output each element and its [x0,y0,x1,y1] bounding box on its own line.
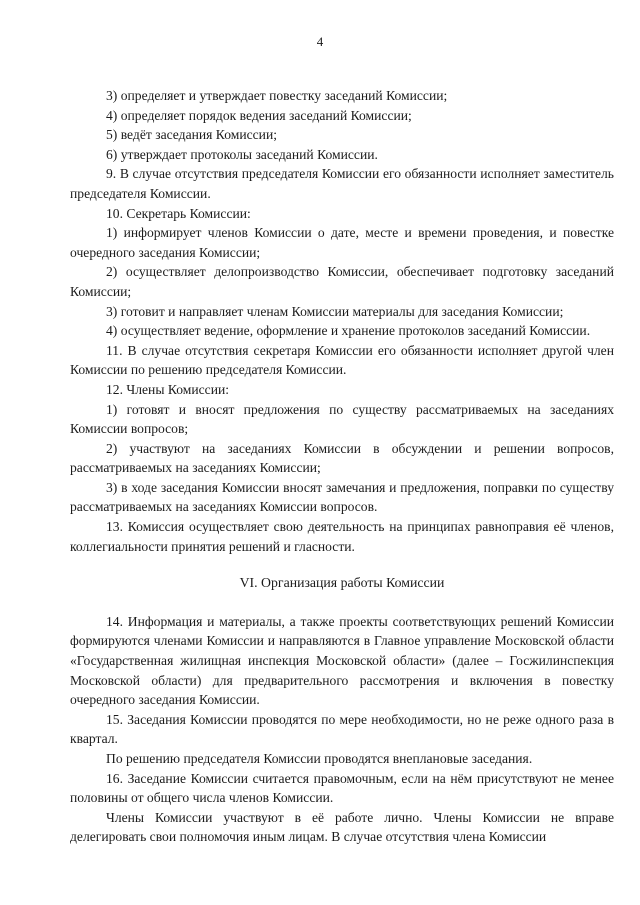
section-heading: VI. Организация работы Комиссии [239,575,445,591]
paragraph: 10. Секретарь Комиссии: [106,205,251,221]
paragraph: 5) ведёт заседания Комиссии; [106,127,278,143]
document-body [70,86,614,847]
paragraph: 16. Заседание Комиссии считается правомочным, если на нём присутствуют не менее половины от общего числа членов Комиссии. [70,770,614,806]
paragraph: 9. В случае отсутствия председателя Комиссии его обязанности исполняет заместитель председателя Комиссии. [70,166,614,201]
paragraph: 1) готовят и вносят предложения по существу рассматриваемых на заседаниях Комиссии вопросов; [70,401,614,437]
paragraph: 12. Члены Комиссии: [106,381,230,397]
paragraph: 4) осуществляет ведение, оформление и хранение протоколов заседаний Комиссии. [106,323,591,339]
page-number: 4 [316,34,324,49]
paragraph: По решению председателя Комиссии проводятся внеплановые заседания. [106,751,533,766]
paragraph: 4) определяет порядок ведения заседаний Комиссии; [106,107,412,123]
paragraph: 3) готовит и направляет членам Комиссии материалы для заседания Комиссии; [106,303,564,319]
paragraph: 11. В случае отсутствия секретаря Комиссии его обязанности исполняет другой член Комиссии по решению председателя Комиссии. [70,342,614,378]
paragraph: 3) определяет и утверждает повестку заседаний Комиссии; [106,88,448,103]
paragraph: 2) осуществляет делопроизводство Комиссии, обеспечивает подготовку заседаний Комиссии; [70,264,614,299]
paragraph: Члены Комиссии участвуют в её работе лично. Члены Комиссии не вправе делегировать свои полномочия иным лицам. В случае отсутствия члена Комиссии [70,809,614,845]
paragraph: 6) утверждает протоколы заседаний Комиссии. [106,146,378,162]
paragraph: 13. Комиссия осуществляет свою деятельность на принципах равноправия её членов, коллегиальности принятия решений и гласности. [70,519,614,554]
paragraph: 14. Информация и материалы, а также проекты соответствующих решений Комиссии формируются членами Комиссии и направляются в Главное управление Московской области «Государственная жилищная инспекция Московской области» (далее – Госжилинспекция Московской области) для предварительного рассмотрения и включения в повестку очередного заседания Комиссии. [70,613,614,708]
paragraph: 15. Заседания Комиссии проводятся по мере необходимости, но не реже одного раза в квартал. [70,711,614,747]
paragraph: 2) участвуют на заседаниях Комиссии в обсуждении и решении вопросов, рассматриваемых на заседаниях Комиссии; [70,440,614,476]
paragraph: 1) информирует членов Комиссии о дате, месте и времени проведения, и повестке очередного заседания Комиссии; [70,225,614,260]
paragraph: 3) в ходе заседания Комиссии вносят замечания и предложения, поправки по существу рассматриваемых на заседаниях Комиссии вопросов. [70,479,614,515]
